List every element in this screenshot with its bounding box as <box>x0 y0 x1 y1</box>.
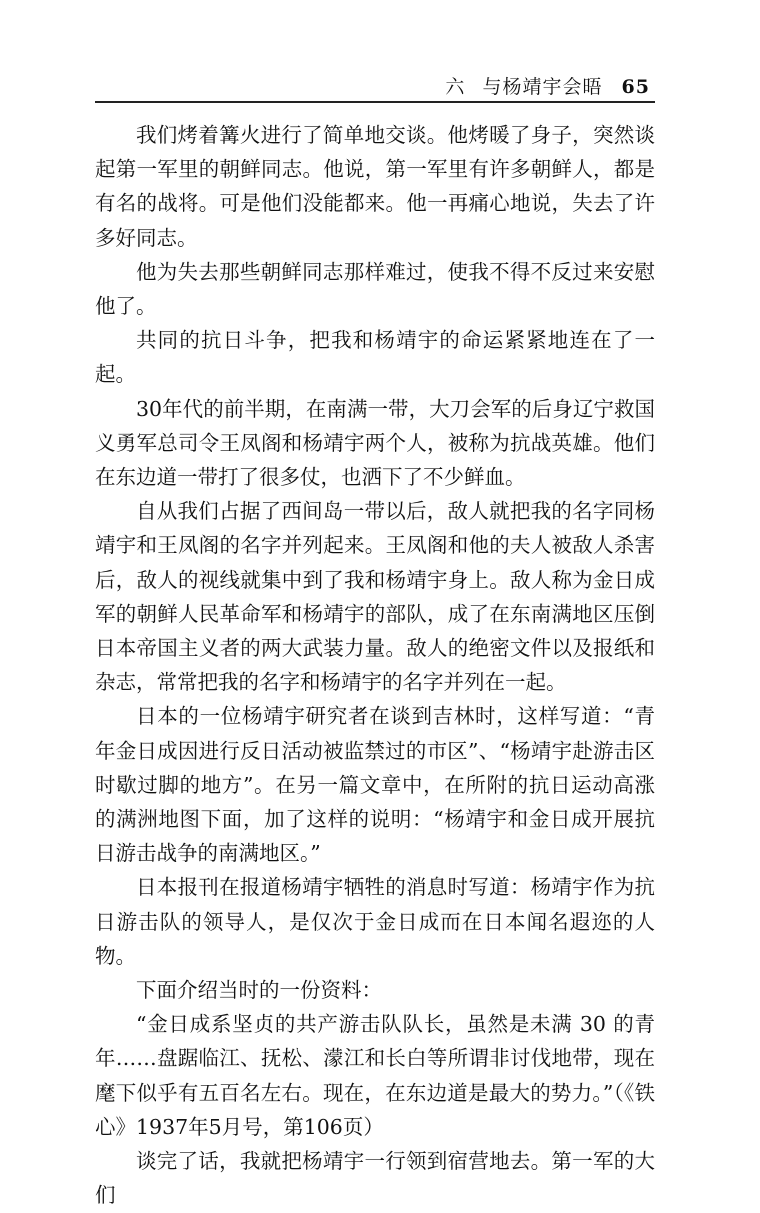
paragraph: 我们烤着篝火进行了简单地交谈。他烤暖了身子，突然谈起第一军里的朝鲜同志。他说，第一军里有许多朝鲜人，都是有名的战将。可是他们没能都来。他一再痛心地说，失去了许多好同志。 <box>95 123 655 250</box>
chapter-title: 与杨靖宇会晤 <box>482 76 603 98</box>
paragraph: 谈完了话，我就把杨靖宇一行领到宿营地去。第一军的大们 <box>95 1149 655 1208</box>
paragraph: “金日成系坚贞的共产游击队队长，虽然是未满 30 的青年……盘踞临江、抚松、濛江和长白等所谓非讨伐地带，现在麾下似乎有五百名左右。现在，在东边道是最大的势力。”（《铁心》1937年5月号，第106页） <box>95 1012 655 1139</box>
paragraph: 日本报刊在报道杨靖宇牺牲的消息时写道：杨靖宇作为抗日游击队的领导人，是仅次于金日成而在日本闻名遐迩的人物。 <box>95 875 655 968</box>
running-header <box>445 72 650 99</box>
chapter-number: 六 <box>445 76 466 98</box>
page-number: 65 <box>621 76 650 98</box>
paragraph: 共同的抗日斗争，把我和杨靖宇的命运紧紧地连在了一起。 <box>95 328 655 387</box>
paragraph: 自从我们占据了西间岛一带以后，敌人就把我的名字同杨靖宇和王凤阁的名字并列起来。王凤阁和他的夫人被敌人杀害后，敌人的视线就集中到了我和杨靖宇身上。敌人称为金日成军的朝鲜人民革命军和杨靖宇的部队，成了在东南满地区压倒日本帝国主义者的两大武装力量。敌人的绝密文件以及报纸和杂志，常常把我的名字和杨靖宇的名字并列在一起。 <box>95 499 655 695</box>
header-rule <box>95 101 655 103</box>
paragraph: 下面介绍当时的一份资料： <box>136 978 382 1003</box>
paragraph: 30年代的前半期，在南满一带，大刀会军的后身辽宁救国义勇军总司令王凤阁和杨靖宇两个人，被称为抗战英雄。他们在东边道一带打了很多仗，也洒下了不少鲜血。 <box>95 396 655 490</box>
watermark-overlay <box>630 955 760 995</box>
paragraph: 他为失去那些朝鲜同志那样难过，使我不得不反过来安慰他了。 <box>95 259 655 319</box>
body-text <box>95 118 655 1213</box>
paragraph: 日本的一位杨靖宇研究者在谈到吉林时，这样写道：“青年金日成因进行反日活动被监禁过的市区”、“杨靖宇赴游击区时歇过脚的地方”。在另一篇文章中，在所附的抗日运动高涨的满洲地图下面，加了这样的说明：“杨靖宇和金日成开展抗日游击战争的南满地区。” <box>95 704 655 866</box>
